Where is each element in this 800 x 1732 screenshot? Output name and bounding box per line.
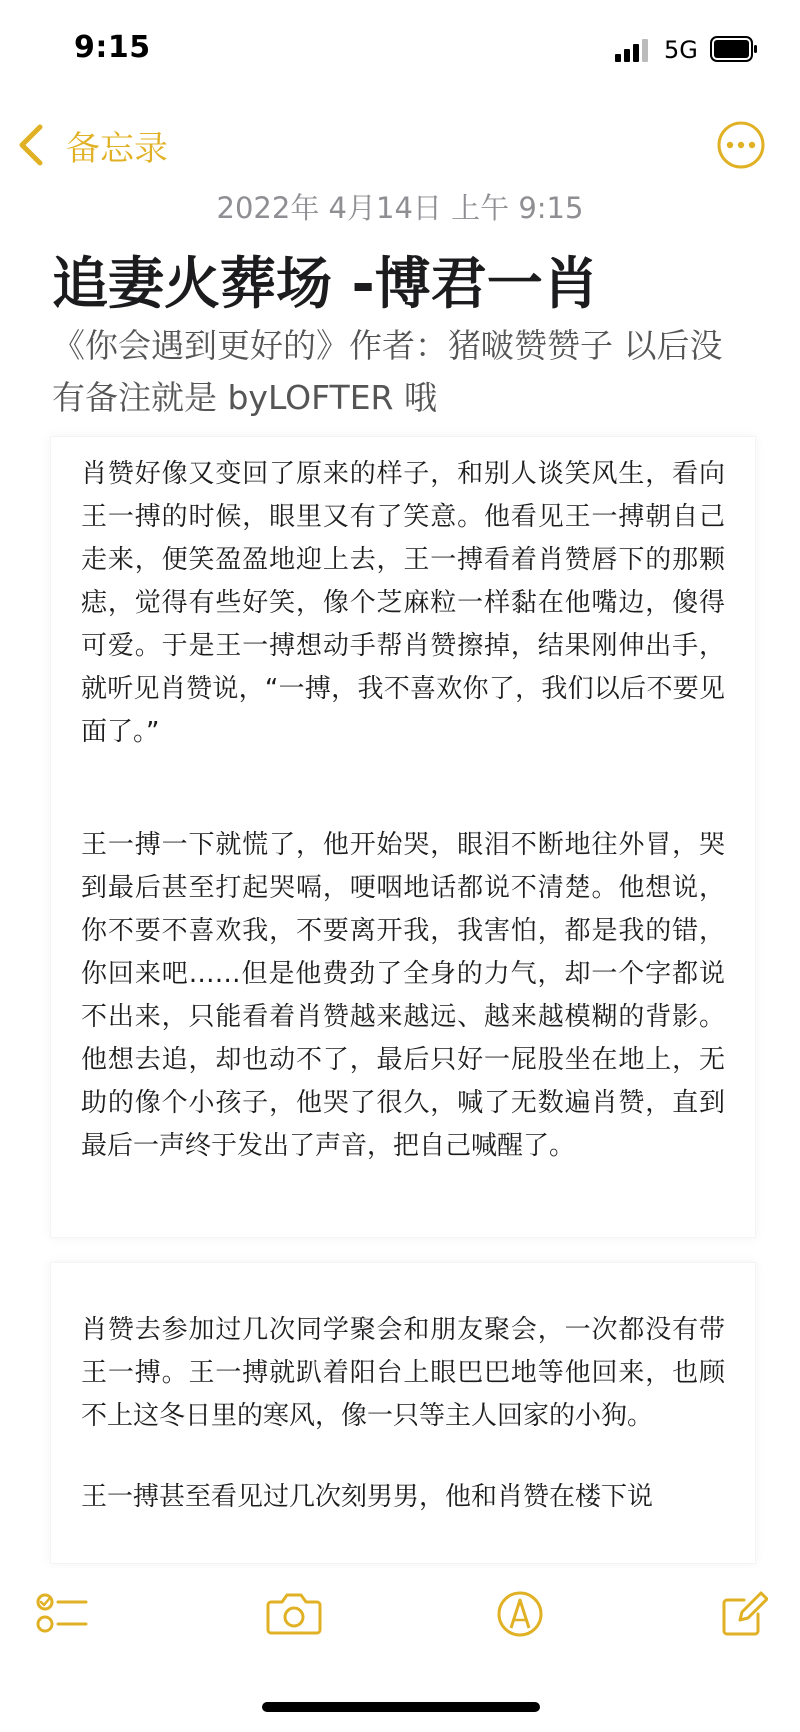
markup-pen-icon[interactable] — [496, 1590, 544, 1638]
note-paragraph: 肖赞去参加过几次同学聚会和朋友聚会，一次都没有带王一搏。王一搏就趴着阳台上眼巴巴地等他回来，也顾不上这冬日里的寒风，像一只等主人回家的小狗。 — [81, 1315, 725, 1431]
network-type: 5G — [664, 36, 698, 64]
navigation-bar — [0, 110, 800, 180]
more-options-icon[interactable] — [716, 120, 766, 170]
note-text-block[interactable] — [50, 436, 756, 1238]
status-bar — [0, 0, 800, 100]
back-label: 备忘录 — [66, 128, 168, 169]
note-paragraph: 王一搏甚至看见过几次刻男男，他和肖赞在楼下说 — [81, 1482, 654, 1512]
note-paragraph: 王一搏一下就慌了，他开始哭，眼泪不断地往外冒，哭到最后甚至打起哭嗝，哽咽地话都说不清楚。他想说，你不要不喜欢我，不要离开我，我害怕，都是我的错，你回来吧……但是他费劲了全身的力气，却一个字都说不出来，只能看着肖赞越来越远、越来越模糊的背影。他想去追，却也动不了，最后只好一屁股坐在地上，无助的像个小孩子，他哭了很久，喊了无数遍肖赞，直到最后一声终于发出了声音，把自己喊醒了。 — [81, 830, 725, 1161]
note-title[interactable]: 追妻火葬场 -博君一肖 — [52, 252, 599, 317]
home-indicator[interactable] — [262, 1702, 540, 1712]
chevron-left-icon — [16, 123, 46, 167]
status-time: 9:15 — [74, 30, 151, 65]
compose-icon[interactable] — [720, 1590, 768, 1638]
battery-icon — [710, 36, 758, 62]
checklist-icon[interactable] — [36, 1590, 90, 1636]
bottom-toolbar — [0, 1568, 800, 1732]
cellular-signal-icon — [615, 38, 651, 62]
back-button[interactable] — [16, 120, 168, 170]
camera-icon[interactable] — [266, 1590, 322, 1636]
note-date: 2022年 4月14日 上午 9:15 — [216, 191, 584, 225]
note-text-block[interactable] — [50, 1262, 756, 1564]
note-subtitle[interactable]: 《你会遇到更好的》作者：猪啵赞赞子 以后没有备注就是 byLOFTER 哦 — [52, 326, 723, 417]
note-paragraph: 肖赞好像又变回了原来的样子，和别人谈笑风生，看向王一搏的时候，眼里又有了笑意。他看见王一搏朝自己走来，便笑盈盈地迎上去，王一搏看着肖赞唇下的那颗痣，觉得有些好笑，像个芝麻粒一样黏在他嘴边，傻得可爱。于是王一搏想动手帮肖赞擦掉，结果刚伸出手，就听见肖赞说，“一搏，我不喜欢你了，我们以后不要见面了。” — [81, 459, 725, 747]
